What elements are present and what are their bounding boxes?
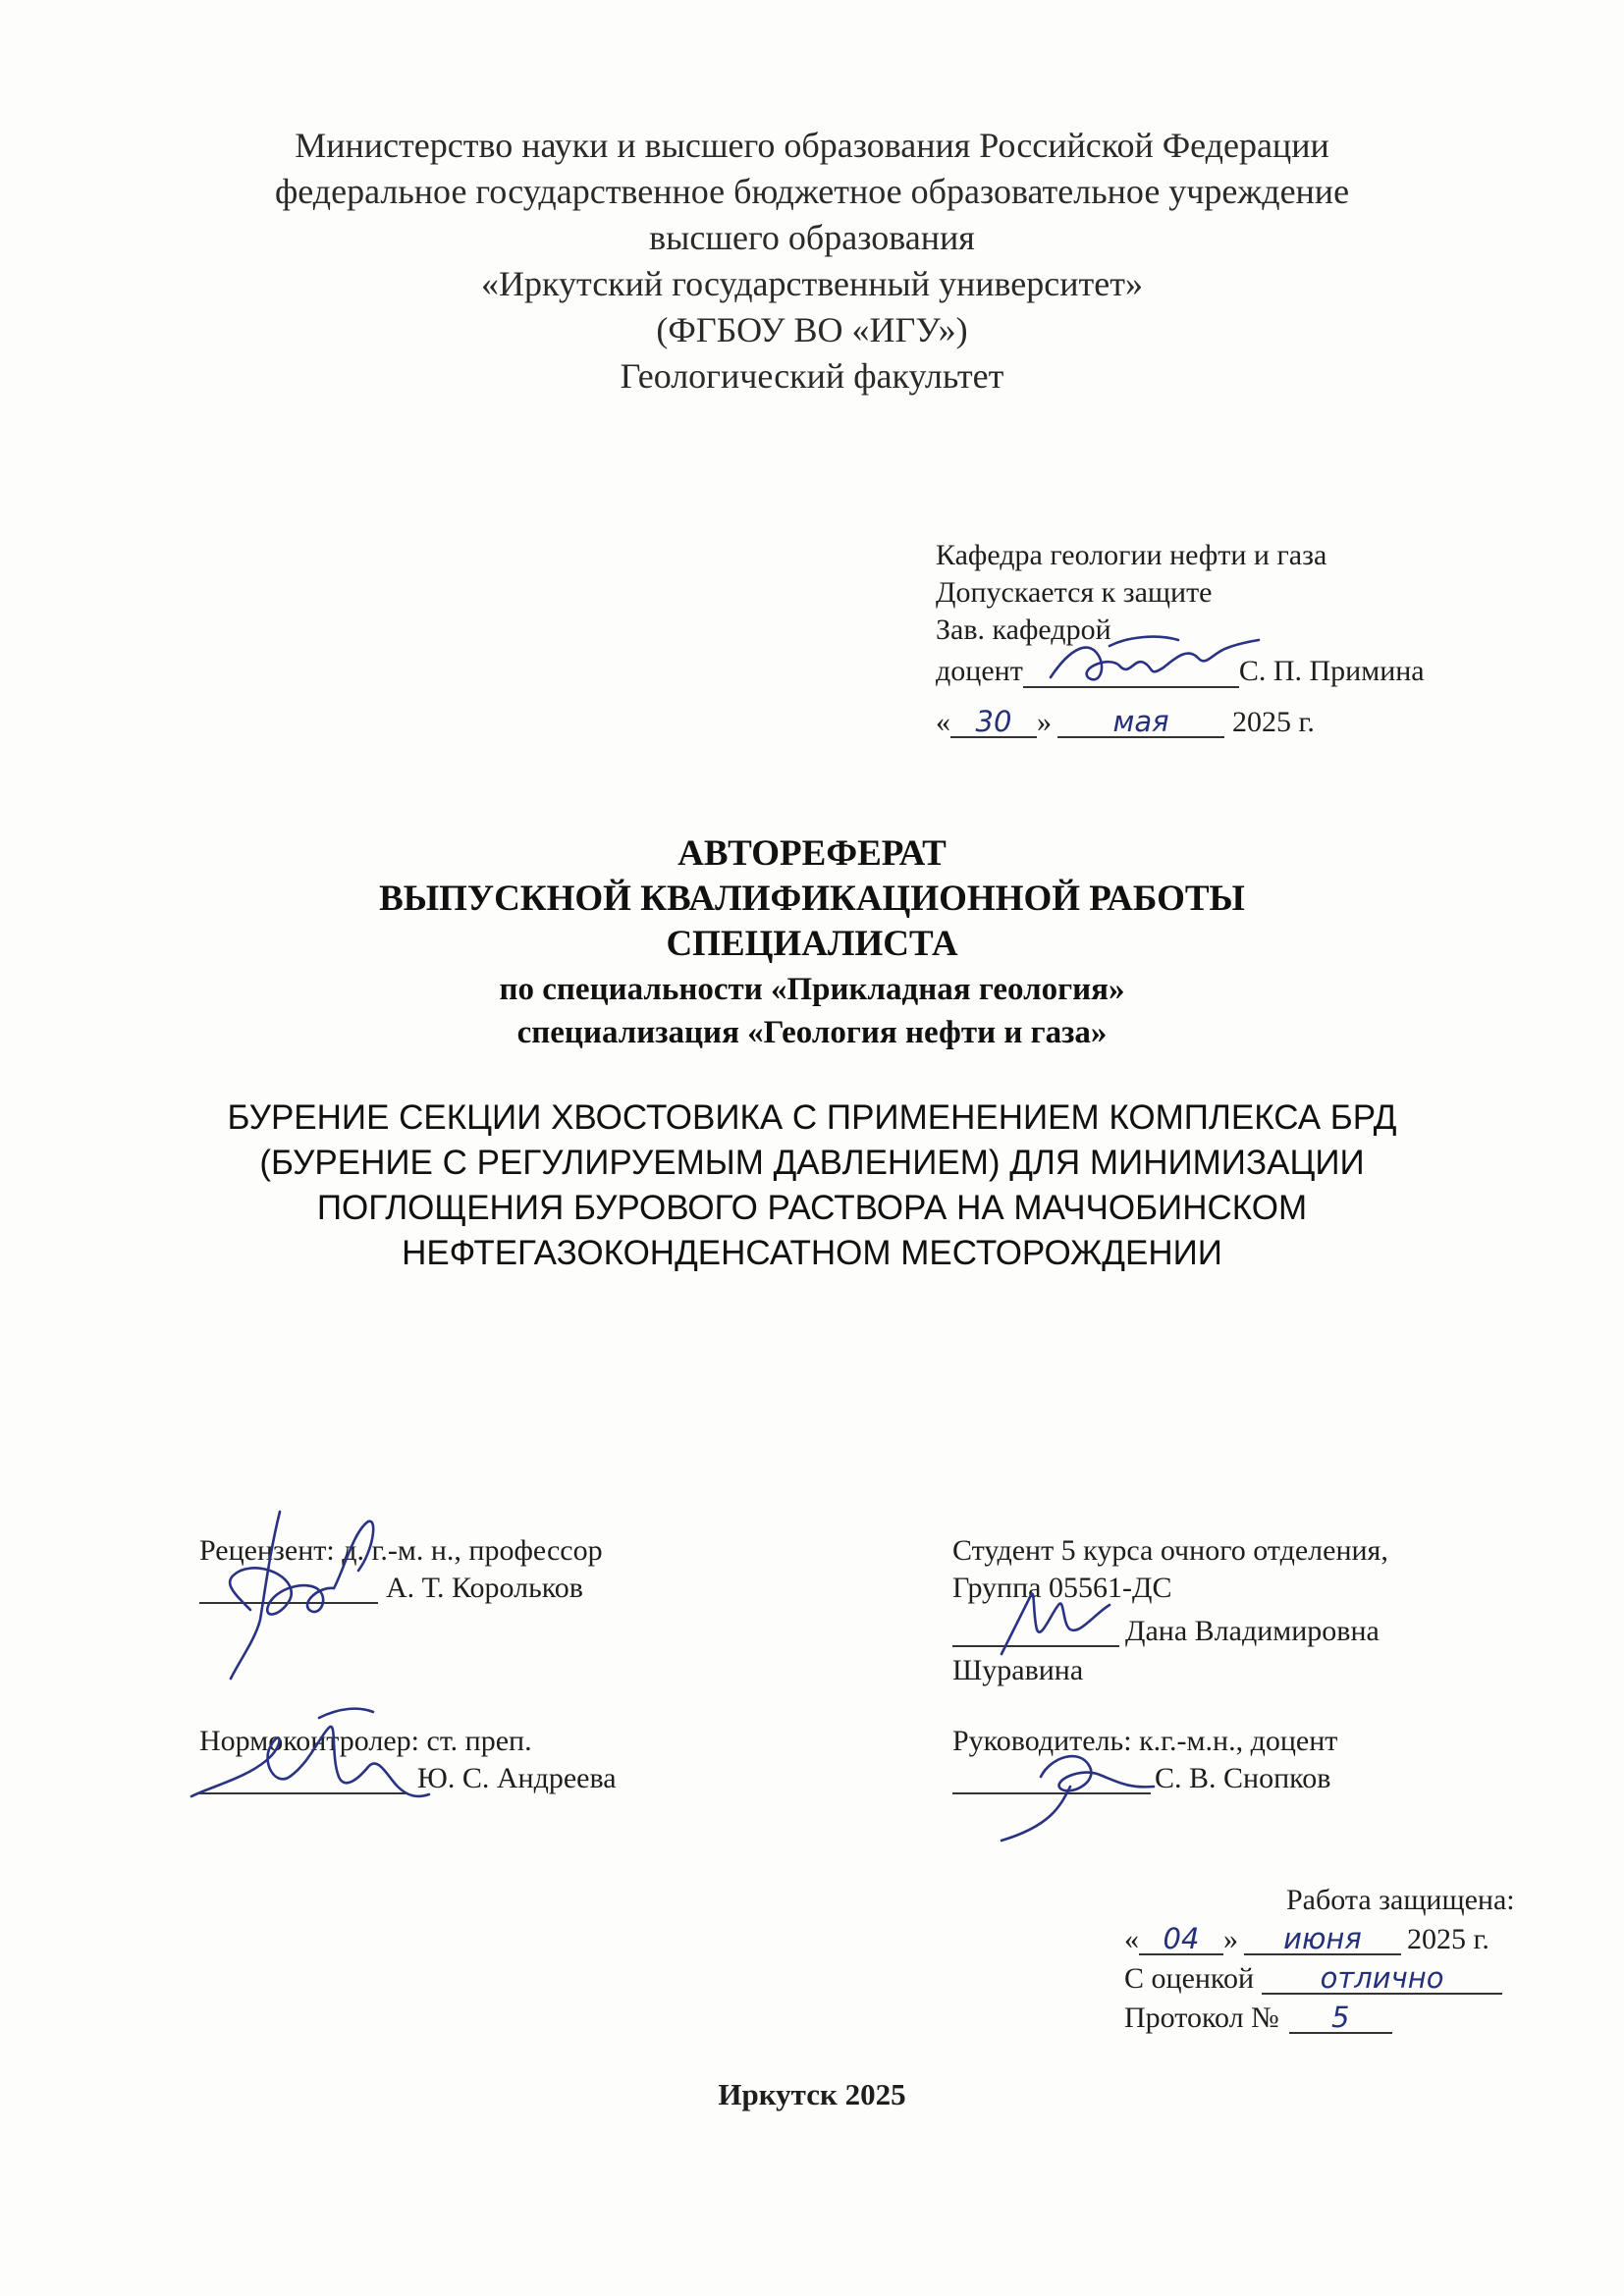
- defense-date-mid: »: [1223, 1923, 1238, 1955]
- student-group: Группа 05561-ДС: [952, 1572, 1172, 1604]
- student-name: Дана Владимировна: [1125, 1615, 1380, 1647]
- reviewer-role: Рецензент: д. г.-м. н., профессор: [199, 1534, 603, 1567]
- normcontrol-name: Ю. С. Андреева: [417, 1762, 617, 1794]
- approval-signature: [1041, 628, 1267, 697]
- header-university-name: «Иркутский государственный университет»: [481, 264, 1143, 303]
- defense-date-year: 2025 г.: [1407, 1923, 1489, 1955]
- reviewer-signature: [172, 1492, 398, 1688]
- header-ministry: Министерство науки и высшего образования Российской Федерации: [295, 126, 1329, 165]
- defense-grade-label: С оценкой: [1124, 1962, 1255, 1995]
- approval-date-year: 2025 г.: [1232, 706, 1315, 738]
- reviewer-name: А. Т. Корольков: [386, 1572, 583, 1604]
- title-degree: СПЕЦИАЛИСТА: [666, 924, 958, 964]
- defense-date-line: [1124, 1922, 1489, 1957]
- approval-head: Зав. кафедрой: [936, 614, 1111, 646]
- defense-grade-line: [1124, 1961, 1502, 1997]
- header-institution-type: федеральное государственное бюджетное образовательное учреждение: [274, 172, 1350, 211]
- approval-department: Кафедра геологии нефти и газа: [936, 539, 1327, 571]
- supervisor-role: Руководитель: к.г.-м.н., доцент: [952, 1725, 1338, 1757]
- topic-line-2: (БУРЕНИЕ С РЕГУЛИРУЕМЫМ ДАВЛЕНИЕМ) ДЛЯ МИНИМИЗАЦИИ: [259, 1144, 1365, 1182]
- defense-protected: Работа защищена:: [1286, 1884, 1515, 1916]
- student-role: Студент 5 курса очного отделения,: [952, 1534, 1388, 1567]
- student-signature: [972, 1575, 1119, 1664]
- approval-date-mid: »: [1037, 706, 1052, 738]
- normcontrol-signature: [172, 1688, 437, 1826]
- supervisor-signature: [982, 1718, 1178, 1845]
- title-work-type: ВЫПУСКНОЙ КВАЛИФИКАЦИОННОЙ РАБОТЫ: [379, 879, 1245, 919]
- header-faculty: Геологический факультет: [620, 356, 1004, 396]
- supervisor-name: С. В. Снопков: [1155, 1762, 1331, 1794]
- header-university-abbr: (ФГБОУ ВО «ИГУ»): [656, 310, 968, 349]
- topic-line-1: БУРЕНИЕ СЕКЦИИ ХВОСТОВИКА С ПРИМЕНЕНИЕМ КОМПЛЕКСА БРД: [227, 1098, 1397, 1137]
- approval-date-month: мая: [1057, 707, 1224, 738]
- approval-admitted: Допускается к защите: [936, 576, 1213, 609]
- defense-grade-value: отлично: [1262, 1963, 1502, 1995]
- title-speciality: по специальности «Прикладная геология»: [499, 972, 1125, 1007]
- defense-protocol-line: [1124, 2001, 1392, 2036]
- approval-position: доцент: [936, 655, 1023, 687]
- topic-line-4: НЕФТЕГАЗОКОНДЕНСАТНОМ МЕСТОРОЖДЕНИИ: [402, 1234, 1222, 1272]
- title-abstract: АВТОРЕФЕРАТ: [677, 833, 947, 874]
- defense-date-month: июня: [1244, 1924, 1401, 1955]
- defense-date-open: «: [1124, 1923, 1139, 1955]
- student-surname: Шуравина: [952, 1654, 1084, 1686]
- defense-protocol-label: Протокол №: [1124, 2002, 1279, 2034]
- approval-name: С. П. Примина: [1238, 655, 1425, 687]
- defense-protocol-value: 5: [1289, 2002, 1392, 2034]
- footer-city-year: Иркутск 2025: [718, 2077, 906, 2111]
- normcontrol-role: Нормоконтролер: ст. преп.: [199, 1725, 532, 1757]
- approval-date-line: [936, 705, 1315, 740]
- approval-date-day: 30: [950, 707, 1037, 738]
- topic-line-3: ПОГЛОЩЕНИЯ БУРОВОГО РАСТВОРА НА МАЧЧОБИНСКОМ: [316, 1189, 1308, 1227]
- title-specialization: специализация «Геология нефти и газа»: [516, 1015, 1108, 1050]
- approval-date-open: «: [936, 706, 950, 738]
- header-education-level: высшего образования: [649, 218, 975, 257]
- defense-date-day: 04: [1139, 1924, 1223, 1955]
